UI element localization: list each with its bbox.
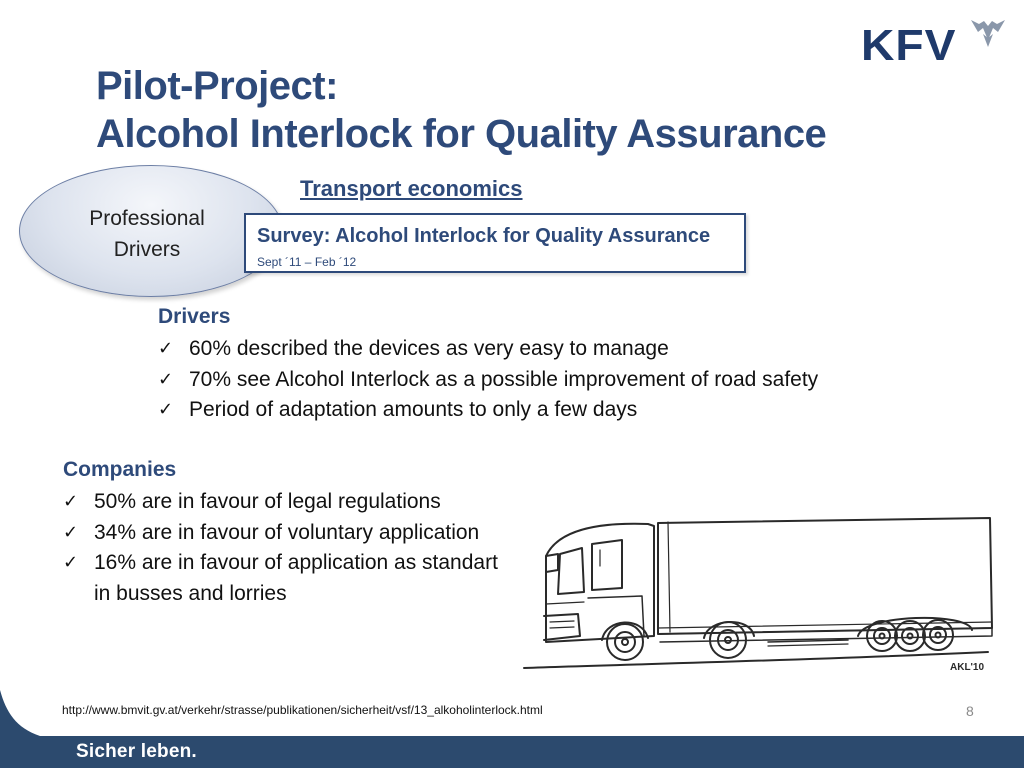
footer-tagline: Sicher leben.	[76, 741, 197, 762]
logo-text: KFV	[861, 21, 957, 70]
list-item-text: 50% are in favour of legal regulations	[94, 490, 441, 513]
page-number: 8	[966, 703, 974, 719]
title-line-2: Alcohol Interlock for Quality Assurance	[96, 112, 827, 156]
checkmark-icon: ✓	[158, 368, 174, 390]
list-item	[158, 395, 818, 426]
survey-date: Sept ´11 – Feb ´12	[257, 255, 357, 269]
truck-illustration	[518, 508, 1004, 684]
list-item	[63, 548, 513, 609]
page-title	[96, 62, 826, 158]
drivers-heading: Drivers	[158, 305, 231, 328]
list-item-text: 16% are in favour of application as standart in busses and lorries	[94, 551, 498, 605]
list-item	[63, 518, 513, 549]
checkmark-icon: ✓	[63, 521, 79, 543]
checkmark-icon: ✓	[158, 399, 174, 420]
list-item-text: 60% described the devices as very easy to manage	[189, 337, 669, 360]
ellipse-label-line-1: Professional	[89, 207, 205, 230]
list-item	[158, 365, 818, 396]
list-item-text: 70% see Alcohol Interlock as a possible improvement of road safety	[189, 367, 819, 391]
source-link[interactable]: http://www.bmvit.gv.at/verkehr/strasse/publikationen/sicherheit/vsf/13_alkoholinterlock.html	[62, 703, 543, 717]
list-item-text: 34% are in favour of voluntary application	[94, 520, 480, 544]
kfv-logo	[858, 18, 1008, 68]
ellipse-label-line-2: Drivers	[113, 238, 181, 261]
survey-box	[244, 213, 746, 273]
list-item	[158, 334, 818, 365]
transport-economics-heading[interactable]: Transport economics	[300, 176, 523, 201]
drivers-list	[158, 334, 818, 426]
truck-signature: AKL'10	[950, 662, 985, 673]
title-line-1: Pilot-Project:	[96, 64, 338, 108]
checkmark-icon: ✓	[63, 552, 79, 573]
companies-list	[63, 487, 513, 609]
ellipse-label	[22, 203, 272, 265]
companies-heading: Companies	[63, 458, 177, 481]
checkmark-icon: ✓	[63, 491, 79, 512]
eagle-icon	[970, 18, 1006, 48]
checkmark-icon: ✓	[158, 338, 174, 359]
survey-title: Survey: Alcohol Interlock for Quality Assurance	[257, 225, 711, 247]
list-item	[63, 487, 513, 518]
list-item-text: Period of adaptation amounts to only a few days	[189, 398, 638, 421]
